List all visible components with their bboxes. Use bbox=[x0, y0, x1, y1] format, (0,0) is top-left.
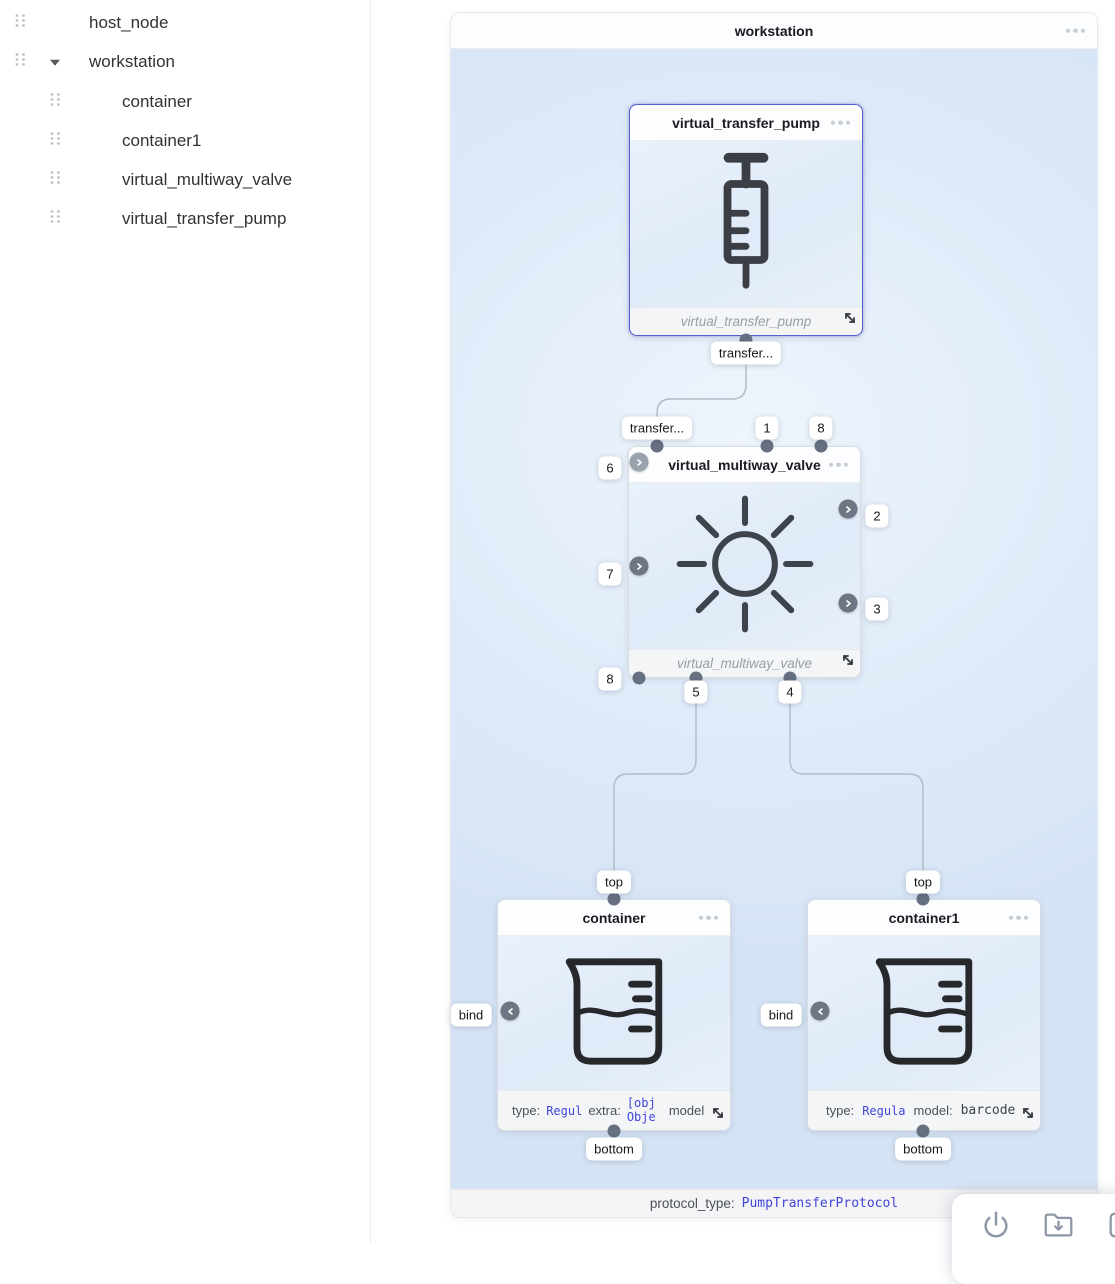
drag-handle-icon[interactable] bbox=[49, 209, 62, 230]
tree-item-label: workstation bbox=[89, 52, 175, 71]
valve-icon bbox=[675, 494, 815, 639]
node-menu-icon[interactable] bbox=[699, 915, 719, 920]
folder-download-icon bbox=[1042, 1209, 1076, 1241]
port-label-container1-top[interactable]: top bbox=[906, 871, 940, 894]
field-type-value: Regul bbox=[546, 1103, 583, 1118]
resize-icon[interactable] bbox=[843, 311, 857, 330]
tree-item-label: virtual_transfer_pump bbox=[122, 209, 287, 228]
drag-handle-icon[interactable] bbox=[14, 13, 27, 34]
port-label-valve-7[interactable]: 7 bbox=[598, 563, 621, 586]
node-title: container1 bbox=[888, 909, 960, 926]
port-label-valve-8-left[interactable]: 8 bbox=[598, 668, 621, 691]
syringe-icon bbox=[700, 149, 792, 300]
port-label-valve-transfer[interactable]: transfer... bbox=[622, 417, 692, 440]
node-virtual-multiway-valve[interactable] bbox=[628, 446, 861, 678]
tree-item-workstation[interactable] bbox=[0, 47, 370, 77]
port-label-container-bind[interactable]: bind bbox=[451, 1004, 492, 1027]
port-label-container-bottom[interactable]: bottom bbox=[586, 1138, 642, 1161]
tree-item-label: container bbox=[122, 92, 192, 111]
power-button[interactable] bbox=[978, 1207, 1014, 1243]
field-model-value: barcode bbox=[960, 1103, 1016, 1118]
node-body bbox=[498, 936, 730, 1090]
workstation-panel-header[interactable] bbox=[451, 13, 1097, 49]
tree-item-container1[interactable] bbox=[0, 126, 370, 156]
node-header[interactable] bbox=[629, 447, 860, 483]
tree-item-label: container1 bbox=[122, 131, 202, 150]
node-tree-sidebar bbox=[0, 0, 371, 1243]
port-container1-bind[interactable] bbox=[811, 1002, 830, 1021]
node-body bbox=[630, 141, 862, 307]
tree-item-virtual-transfer-pump[interactable] bbox=[0, 204, 370, 234]
node-menu-icon[interactable] bbox=[831, 120, 851, 125]
port-label-valve-2[interactable]: 2 bbox=[865, 505, 888, 528]
drag-handle-icon[interactable] bbox=[14, 52, 27, 73]
resize-icon[interactable] bbox=[711, 1106, 725, 1125]
tree-item-host-node[interactable] bbox=[0, 8, 370, 38]
field-type-label: type: bbox=[512, 1103, 541, 1118]
port-container-bind[interactable] bbox=[501, 1002, 520, 1021]
resize-icon[interactable] bbox=[841, 653, 855, 672]
field-model-label: model bbox=[668, 1103, 705, 1118]
canvas-toolbar bbox=[952, 1194, 1115, 1284]
beaker-icon bbox=[565, 955, 663, 1072]
port-label-valve-5[interactable]: 5 bbox=[684, 681, 707, 704]
port-valve-8-top[interactable] bbox=[815, 440, 828, 453]
export-button[interactable] bbox=[1104, 1207, 1115, 1243]
port-label-container-top[interactable]: top bbox=[597, 871, 631, 894]
drag-handle-icon[interactable] bbox=[49, 170, 62, 191]
port-container-top[interactable] bbox=[608, 893, 621, 906]
port-label-valve-6[interactable]: 6 bbox=[598, 457, 621, 480]
node-header[interactable] bbox=[630, 105, 862, 141]
port-label-pump-transfer[interactable]: transfer... bbox=[711, 342, 781, 365]
port-container1-top[interactable] bbox=[917, 893, 930, 906]
port-valve-7[interactable] bbox=[630, 557, 649, 576]
port-valve-6[interactable] bbox=[630, 453, 649, 472]
node-title: container bbox=[582, 909, 646, 926]
workstation-menu-icon[interactable] bbox=[1066, 28, 1086, 33]
node-container1[interactable] bbox=[807, 899, 1041, 1131]
protocol-type-value: PumpTransferProtocol bbox=[741, 1196, 899, 1211]
node-menu-icon[interactable] bbox=[829, 462, 849, 467]
file-icon bbox=[1105, 1209, 1115, 1241]
node-container[interactable] bbox=[497, 899, 731, 1131]
node-body bbox=[629, 483, 860, 649]
tree-item-label: host_node bbox=[89, 13, 169, 32]
beaker-icon bbox=[875, 955, 973, 1072]
node-footer bbox=[629, 649, 860, 677]
field-type-label: type: bbox=[826, 1103, 855, 1118]
node-footer bbox=[630, 307, 862, 335]
node-title: virtual_transfer_pump bbox=[672, 114, 820, 131]
field-extra-value: [obj Obje bbox=[626, 1096, 656, 1124]
tree-item-label: virtual_multiway_valve bbox=[122, 170, 293, 189]
field-model-label: model: bbox=[913, 1103, 953, 1118]
port-label-valve-4[interactable]: 4 bbox=[778, 681, 801, 704]
node-menu-icon[interactable] bbox=[1009, 915, 1029, 920]
node-instance-name: virtual_transfer_pump bbox=[680, 314, 812, 329]
port-valve-8-left[interactable] bbox=[633, 672, 646, 685]
caret-down-icon[interactable] bbox=[50, 60, 60, 66]
port-valve-2[interactable] bbox=[839, 500, 858, 519]
field-extra-label: extra: bbox=[588, 1103, 621, 1118]
port-valve-transfer[interactable] bbox=[651, 440, 664, 453]
power-icon bbox=[980, 1209, 1012, 1241]
node-virtual-transfer-pump[interactable] bbox=[629, 104, 863, 336]
workstation-panel bbox=[450, 12, 1098, 1218]
field-type-value: Regula bbox=[862, 1103, 906, 1118]
port-label-valve-3[interactable]: 3 bbox=[865, 598, 888, 621]
drag-handle-icon[interactable] bbox=[49, 92, 62, 113]
port-container-bottom[interactable] bbox=[608, 1125, 621, 1138]
resize-icon[interactable] bbox=[1021, 1106, 1035, 1125]
node-body bbox=[808, 936, 1040, 1090]
port-valve-1[interactable] bbox=[761, 440, 774, 453]
tree-item-container[interactable] bbox=[0, 87, 370, 117]
port-label-valve-1[interactable]: 1 bbox=[755, 417, 778, 440]
protocol-type-label: protocol_type: bbox=[649, 1196, 735, 1211]
node-title: virtual_multiway_valve bbox=[668, 456, 821, 473]
tree-item-virtual-multiway-valve[interactable] bbox=[0, 165, 370, 195]
port-valve-3[interactable] bbox=[839, 594, 858, 613]
save-load-button[interactable] bbox=[1041, 1207, 1077, 1243]
port-label-container1-bind[interactable]: bind bbox=[761, 1004, 802, 1027]
port-label-container1-bottom[interactable]: bottom bbox=[895, 1138, 951, 1161]
drag-handle-icon[interactable] bbox=[49, 131, 62, 152]
workstation-title: workstation bbox=[734, 22, 814, 39]
node-instance-name: virtual_multiway_valve bbox=[676, 656, 813, 671]
port-label-valve-8-top[interactable]: 8 bbox=[809, 417, 832, 440]
port-container1-bottom[interactable] bbox=[917, 1125, 930, 1138]
